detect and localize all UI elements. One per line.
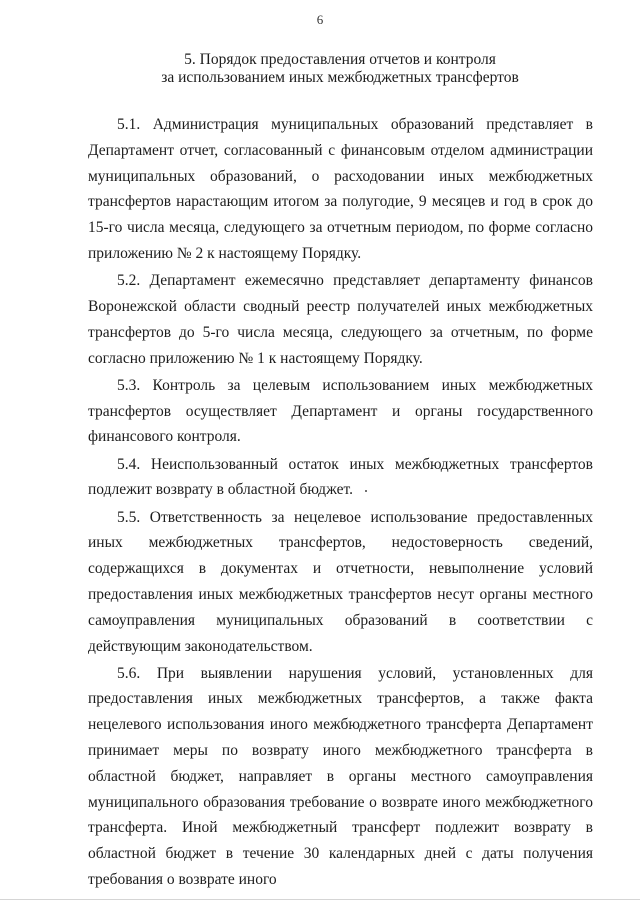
page-bottom-edge (0, 899, 640, 900)
paragraph-5-4: 5.4. Неиспользованный остаток иных межбюджетных трансфертов подлежит возврату в областной бюджет. (88, 455, 593, 499)
paragraph-5-6: 5.6. При выявлении нарушения условий, установленных для предоставления иных межбюджетных трансфертов, а также факта нецелевого использования иного межбюджетного трансферта Департамент принимает меры по возврату иного межбюджетного трансферта в областной бюджет, направляет в органы местного самоуправления муниципального образования требование о возврате иного межбюджетного трансферта. Иной межбюджетный трансферт подлежит возврату в областной бюджет в течение 30 календарных дней с даты получения требования о возврате иного (88, 664, 593, 889)
section-title-line-2: за использованием иных межбюджетных трансфертов (161, 69, 519, 86)
section-title-line-1: 5. Порядок предоставления отчетов и контроля (184, 51, 496, 68)
paragraph-5-2: 5.2. Департамент ежемесячно представляет департаменту финансов Воронежской области сводный реестр получателей иных межбюджетных трансфертов до 5-го числа месяца, следующего за отчетным, по форме согласно приложению № 1 к настоящему Порядку. (88, 272, 593, 367)
page-number: 6 (316, 12, 324, 27)
document-body (88, 112, 593, 894)
paragraph-5-3: 5.3. Контроль за целевым использованием иных межбюджетных трансфертов осуществляет Департамент и органы государственного финансового контроля. (88, 376, 593, 446)
scan-speck (365, 490, 367, 492)
section-heading (90, 51, 590, 87)
paragraph-5-5: 5.5. Ответственность за нецелевое использование предоставленных иных межбюджетных трансфертов, недостоверность сведений, содержащихся в документах и отчетности, невыполнение условий предоставления иных межбюджетных трансфертов несут органы местного самоуправления муниципальных образований в соответствии с действующим законодательством. (88, 508, 593, 655)
paragraph-5-1: 5.1. Администрация муниципальных образований представляет в Департамент отчет, согласованный с финансовым отделом администрации муниципальных образований, о расходовании иных межбюджетных трансфертов нарастающим итогом за полугодие, 9 месяцев и год в срок до 15-го числа месяца, следующего за отчетным периодом, по форме согласно приложению № 2 к настоящему Порядку. (88, 116, 593, 262)
